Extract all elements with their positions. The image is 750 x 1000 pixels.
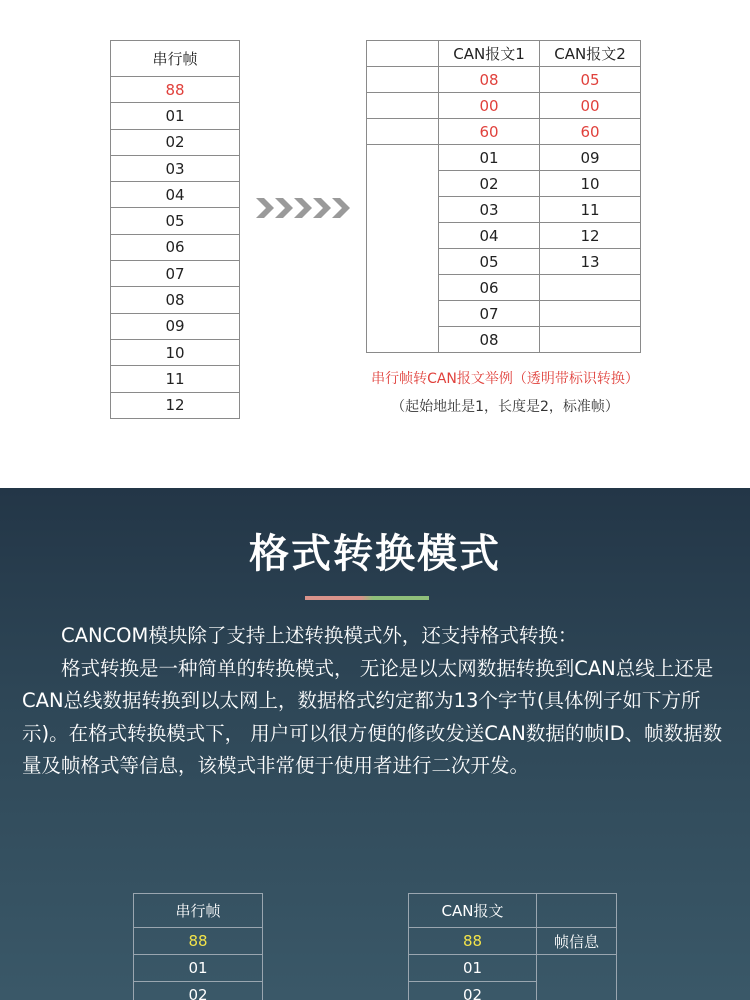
can-id-cell [367, 93, 439, 119]
example-caption-title: 串行帧转CAN报文举例（透明带标识转换） [371, 371, 639, 387]
serial-cell: 88 [111, 77, 240, 103]
can-cell: 08 [439, 327, 540, 353]
can-message-table [366, 40, 641, 353]
top-section [0, 0, 750, 488]
serial-cell: 05 [111, 208, 240, 234]
bottom-serial-header: 串行帧 [134, 894, 263, 928]
serial-cell: 06 [111, 234, 240, 260]
can-cell: 00 [540, 93, 641, 119]
serial-cell: 11 [111, 366, 240, 392]
can-cell: 13 [540, 249, 641, 275]
can-cell: 60 [439, 119, 540, 145]
can-cell: 04 [439, 223, 540, 249]
bottom-serial-table [133, 893, 263, 1000]
can-cell: 02 [439, 171, 540, 197]
serial-cell: 09 [111, 313, 240, 339]
can-cell [540, 275, 641, 301]
can-header-blank [367, 41, 439, 67]
section-title: 格式转换模式 [249, 531, 501, 577]
serial-cell: 02 [111, 129, 240, 155]
frame-info-label: 帧信息 [537, 928, 617, 955]
can-id-cell [367, 67, 439, 93]
can-header-1: CAN报文1 [439, 41, 540, 67]
can-cell: 09 [540, 145, 641, 171]
can-cell [540, 301, 641, 327]
can-id-cell [367, 119, 439, 145]
serial-cell: 10 [111, 339, 240, 365]
can-header-2: CAN报文2 [540, 41, 641, 67]
serial-cell: 03 [111, 155, 240, 181]
can-cell: 05 [439, 249, 540, 275]
section-description [22, 620, 734, 783]
can-cell: 05 [540, 67, 641, 93]
can-cell: 11 [540, 197, 641, 223]
serial-cell: 12 [111, 392, 240, 418]
bottom-serial-cell: 88 [134, 928, 263, 955]
description-paragraph-2: 格式转换是一种简单的转换模式， 无论是以太网数据转换到CAN总线上还是CAN总线数据转换到以太网上，数据格式约定都为13个字节(具体例子如下方所示)。在格式转换模式下， 用户可以很方便的修改发送CAN数据的帧ID、帧数据数量及帧格式等信息，该模式非常便于使用者进行二次开发。 [22, 656, 723, 777]
description-paragraph-1: CANCOM模块除了支持上述转换模式外，还支持格式转换： [61, 624, 578, 647]
can-data-blank-cell [367, 145, 439, 353]
bottom-can-side-cell [537, 955, 617, 1000]
can-cell: 08 [439, 67, 540, 93]
serial-cell: 01 [111, 103, 240, 129]
example-caption-note: （起始地址是1，长度是2，标准帧） [391, 399, 619, 415]
can-cell: 01 [439, 145, 540, 171]
can-cell: 06 [439, 275, 540, 301]
chevron-right-arrows-icon [256, 196, 352, 220]
can-cell [540, 327, 641, 353]
bottom-can-table [408, 893, 617, 1000]
bottom-can-cell: 88 [409, 928, 537, 955]
can-cell: 00 [439, 93, 540, 119]
can-cell: 10 [540, 171, 641, 197]
bottom-serial-cell: 01 [134, 955, 263, 982]
can-cell: 60 [540, 119, 641, 145]
bottom-can-cell: 01 [409, 955, 537, 982]
serial-cell: 04 [111, 182, 240, 208]
can-cell: 12 [540, 223, 641, 249]
serial-cell: 08 [111, 287, 240, 313]
bottom-serial-cell: 02 [134, 982, 263, 1000]
bottom-can-header: CAN报文 [409, 894, 537, 928]
can-cell: 03 [439, 197, 540, 223]
serial-table-header: 串行帧 [111, 41, 240, 77]
bottom-can-cell: 02 [409, 982, 537, 1000]
can-cell: 07 [439, 301, 540, 327]
bottom-can-side-blank [537, 894, 617, 928]
serial-cell: 07 [111, 261, 240, 287]
title-divider [305, 596, 429, 600]
serial-frame-table [110, 40, 240, 419]
